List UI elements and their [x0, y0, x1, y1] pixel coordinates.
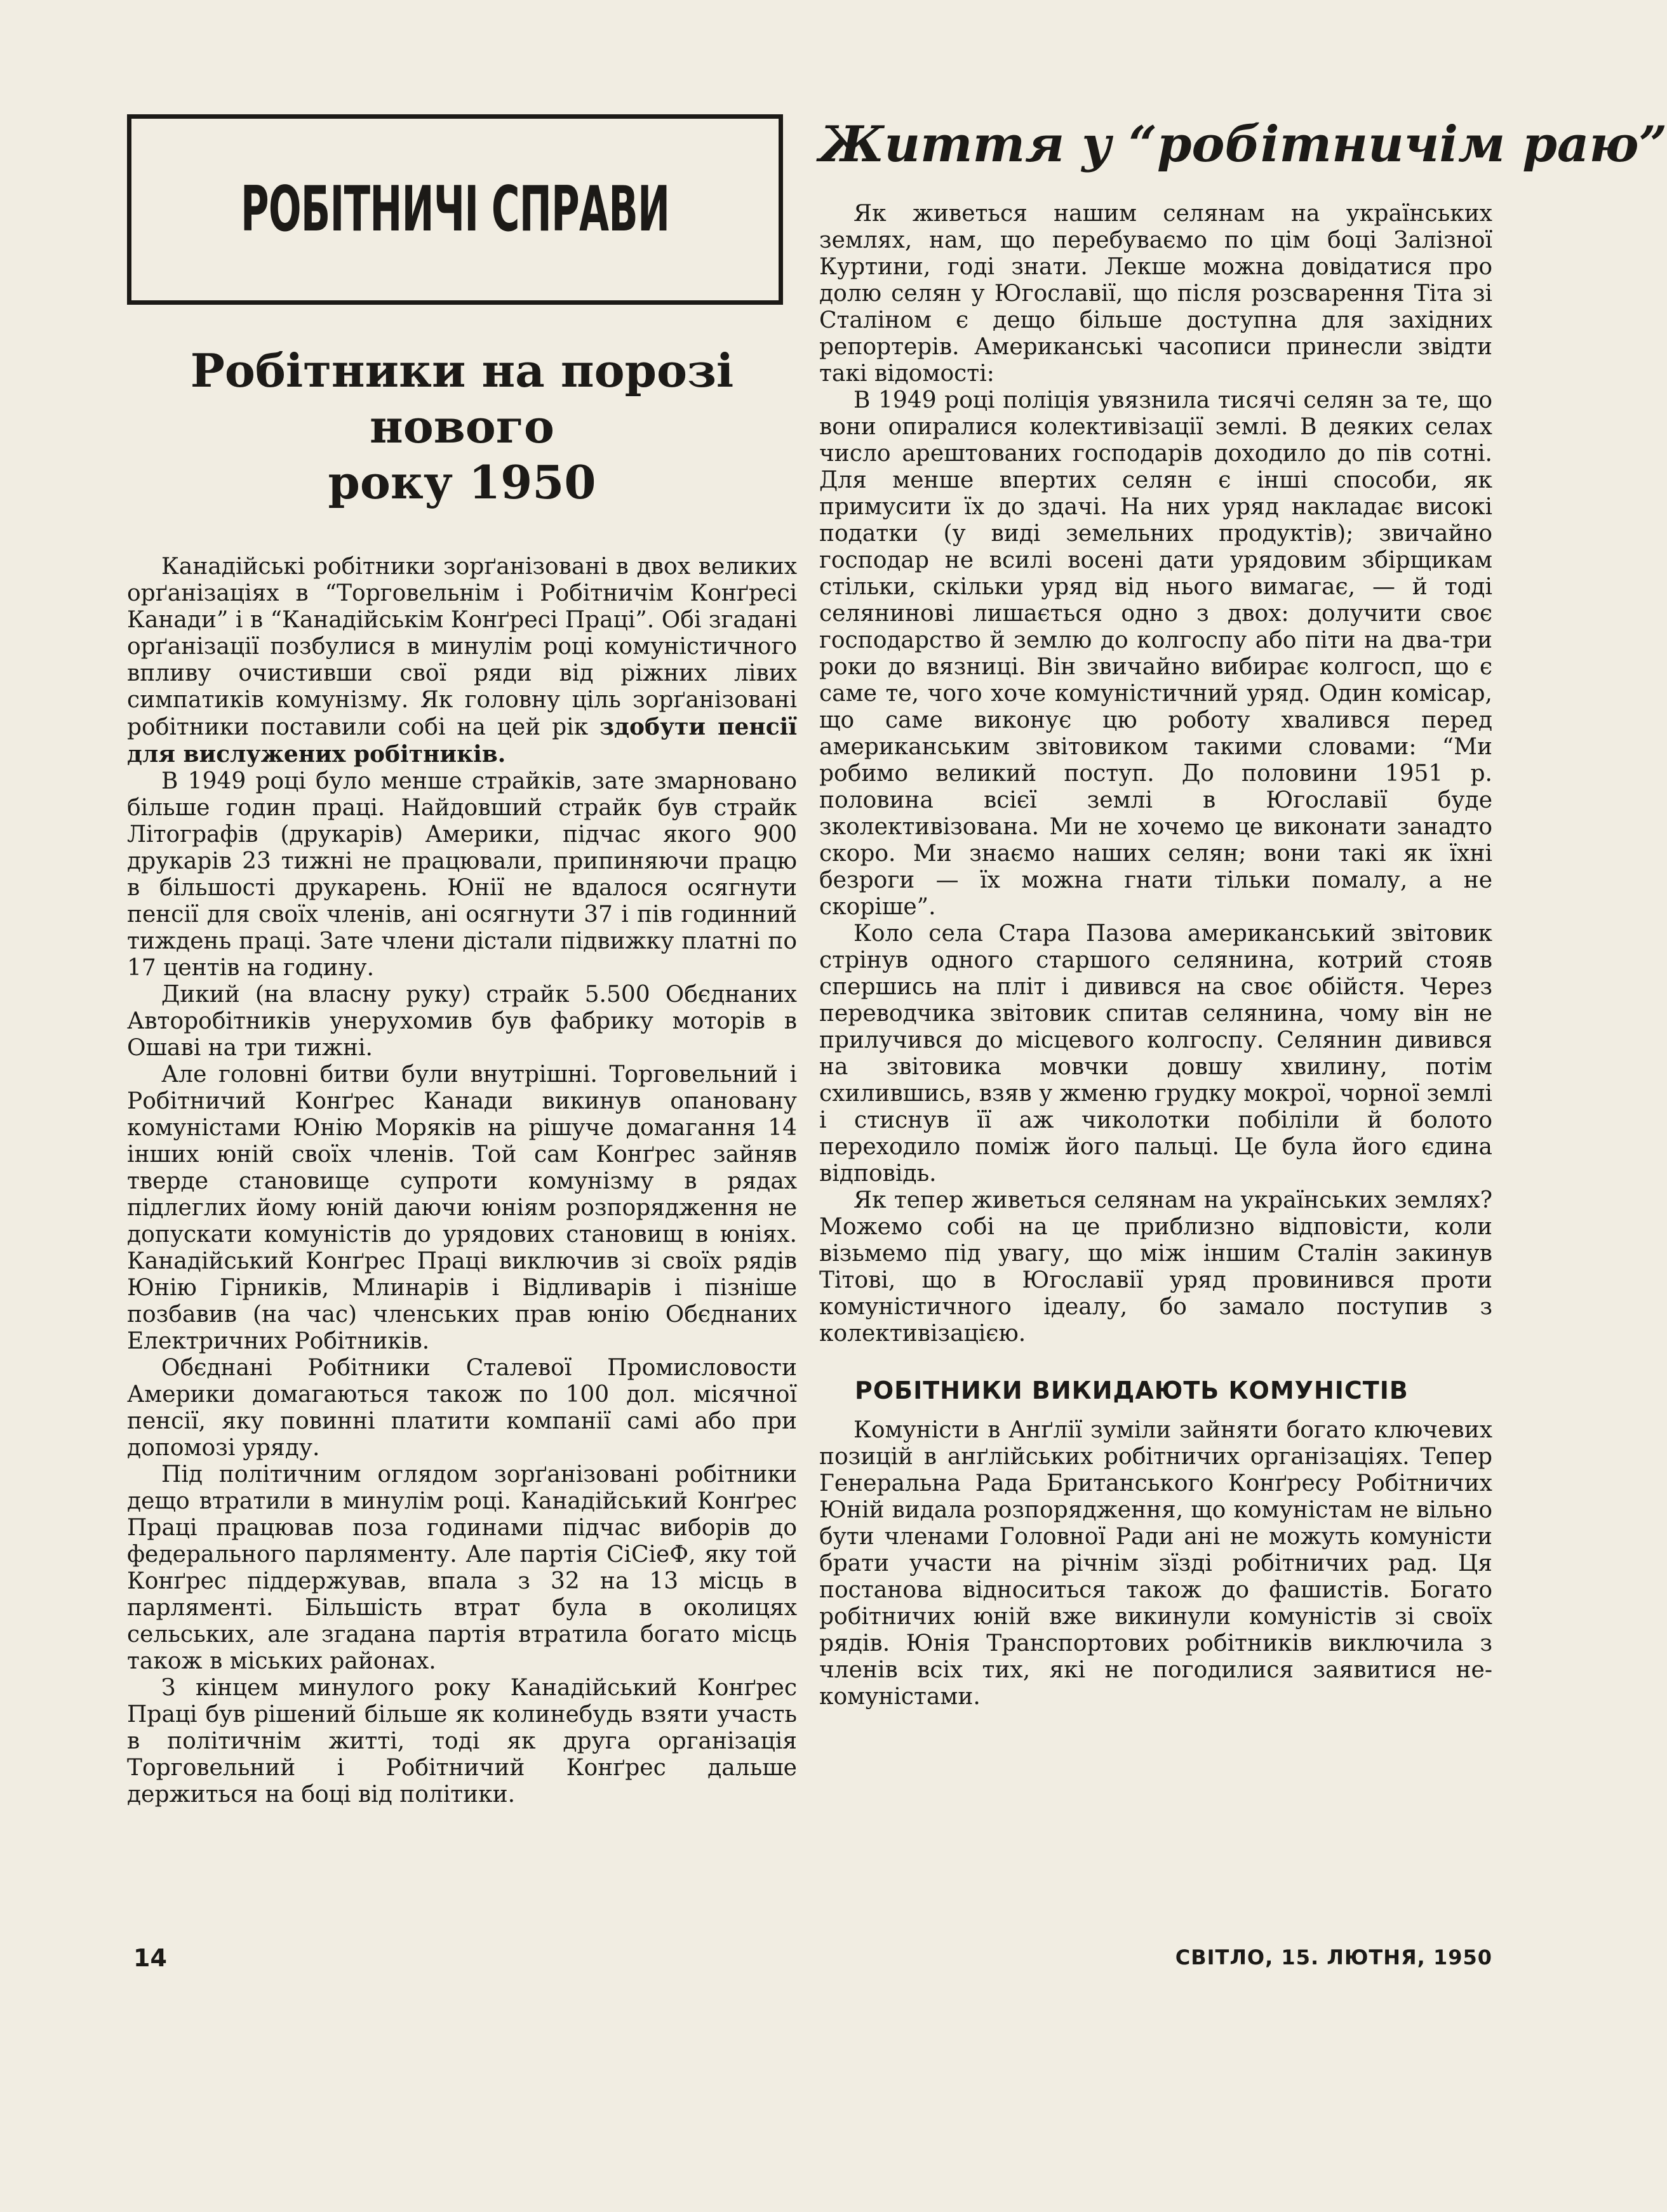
- paragraph-text: Канадійські робітники зорґанізовані в двох великих орґанізаціях в “Торговельнім і Робітничім Конґресі Канади” і в “Канадійськім Конґресі Праці”. Обі згадані орґанізації позбулися в минулім році комуністичного впливу очистивши свої ряди від ріжних лівих симпатиків комунізму. Як головну ціль зорґанізовані робітники поставили собі на цей рік: [127, 554, 797, 740]
- paragraph: Дикий (на власну руку) страйк 5.500 Обєднаних Авторобітників унерухомив був фабрику моторів в Ошаві на три тижні.: [127, 982, 797, 1061]
- paragraph: Коло села Стара Пазова американський звітовик стрінув одного старшого селянина, котрий стояв спершись на пліт і дивився на своє обійстя. Через переводчика звітовик спитав селянина, чому він не прилучився до місцевого колгоспу. Селянин дивився на звітовика мовчки довшу хвилину, потім схилившись, взяв у жменю грудку мокрої, чорної землі і стиснув її аж чиколотки побіліли й болото переходило поміж його пальці. Це була його єдина відповідь.: [819, 921, 1492, 1187]
- paragraph: Обєднані Робітники Сталевої Промисловости Америки домагаються також по 100 дол. місячної пенсії, яку повинні платити компанії самі або при допомозі уряду.: [127, 1355, 797, 1461]
- page-number: 14: [133, 1944, 167, 1972]
- paragraph: З кінцем минулого року Канадійський Конґрес Праці був рішений більше як колинебудь взяти участь в політичнім житті, тоді як друга організація Торговельний і Робітничий Конґрес дальше держиться на боці від політики.: [127, 1675, 797, 1808]
- paragraph: В 1949 році було менше страйків, зате змарновано більше годин праці. Найдовший страйк був страйк Літографів (друкарів) Америки, підчас якого 900 друкарів 23 тижні не працювали, припиняючи працю в більшості друкарень. Юнії не вдалося осягнути пенсії для своїх членів, ані осягнути 37 і пів годинний тиждень праці. Зате члени дістали підвижку платні по 17 центів на годину.: [127, 768, 797, 981]
- headline-line-2: року 1950: [328, 455, 596, 509]
- headline-line-1: Робітники на порозі нового: [190, 343, 734, 453]
- article-headline-paradise: Життя у “робітничім раю”: [819, 116, 1667, 173]
- section-title: РОБІТНИЧІ СПРАВИ: [240, 173, 670, 246]
- paragraph: В 1949 році поліція увязнила тисячі селян за те, що вони опиралися колективізації землі. В деяких селах число арештованих господарів доходило до пів сотні. Для менше впертих селян є інші способи, як примусити їх до здачі. На них уряд накладає високі податки (у виді земельних продуктів); звичайно господар не всилі восені дати урядовим збірщикам стільки, скільки уряд від нього вимагає, — й тоді селянинові лишається одно з двох: долучити своє господарство й землю до колгоспу або піти на два-три роки до вязниці. Він звичайно вибирає колгосп, що є саме те, чого хоче комуністичний уряд. Один комісар, що саме виконує цю роботу хвалився перед американським звітовиком такими словами: “Ми робимо великий поступ. До половини 1951 р. половина всієї землі в Югославії буде зколективізована. Ми не хочемо це виконати занадто скоро. Ми знаємо наших селян; вони такі як їхні безроги — їх можна гнати тільки помалу, а не скоріше”.: [819, 387, 1492, 920]
- left-column: [127, 114, 797, 1808]
- paragraph: Як тепер живеться селянам на українських землях? Можемо собі на це приблизно відповісти, коли візьмемо під увагу, що між іншим Сталін закинув Тітові, що в Югославії уряд провинився проти комуністичного ідеалу, бо замало поступив з колективізацією.: [819, 1187, 1492, 1347]
- right-column: [819, 114, 1667, 1710]
- paragraph: Під політичним оглядом зорґанізовані робітники дещо втратили в минулім році. Канадійський Конґрес Праці працював поза годинами підчас виборів до федерального парляменту. Але партія СіСіеФ, яку той Конґрес піддержував, впала з 32 на 13 місць в парляменті. Більшість втрат була в околицях сельських, але згадана партія втратила богато місць також в міських районах.: [127, 1462, 797, 1674]
- section-title-box: [127, 114, 783, 305]
- paragraph-bold-text: здобути пенсії для вислужених робітників.: [127, 714, 797, 768]
- issue-date: СВІТЛО, 15. ЛЮТНЯ, 1950: [1175, 1945, 1492, 1969]
- article-body-workers: [127, 554, 797, 1808]
- article-body-paradise: [819, 201, 1492, 1347]
- paragraph: Як живеться нашим селянам на українських землях, нам, що перебуваємо по цім боці Залізної Куртини, годі знати. Лекше можна довідатися про долю селян у Югославії, що після розсварення Тіта зі Сталіном є дещо більше доступна для західних репортерів. Американські часописи принесли звідти такі відомості:: [819, 201, 1492, 387]
- paragraph: Комуністи в Анґлії зуміли зайняти богато ключевих позицій в анґлійських робітничих організаціях. Тепер Генеральна Рада Британського Конґресу Робітничих Юній видала розпорядження, що комуністам не вільно бути членами Головної Ради ані не можуть комуністи брати участи на річнім зїзді робітничих рад. Ця постанова відноситься також до фашистів. Богато робітничих юній вже викинули комуністів зі своїх рядів. Юнія Транспортових робітників виключила з членів всіх тих, які не погодилися заявитися не-комуністами.: [819, 1417, 1492, 1710]
- article-headline-workers: [127, 343, 797, 510]
- paragraph: [127, 554, 797, 768]
- paragraph: Але головні битви були внутрішні. Торговельний і Робітничий Конґрес Канади викинув опановану комуністами Юнію Моряків на рішуче домагання 14 інших юній своїх членів. Той сам Конґрес зайняв тверде становище супроти комунізму в рядах підлеглих йому юній даючи юніям розпорядження не допускати комуністів до урядових становищ в юніях. Канадійський Конґрес Праці виключив зі своїх рядів Юнію Гірників, Млинарів і Відливарів і пізніше позбавив (на час) членських прав юнію Обєднаних Електричних Робітників.: [127, 1062, 797, 1354]
- article-body-communists: [819, 1417, 1492, 1710]
- article-subheading: РОБІТНИКИ ВИКИДАЮТЬ КОМУНІСТІВ: [855, 1376, 1409, 1404]
